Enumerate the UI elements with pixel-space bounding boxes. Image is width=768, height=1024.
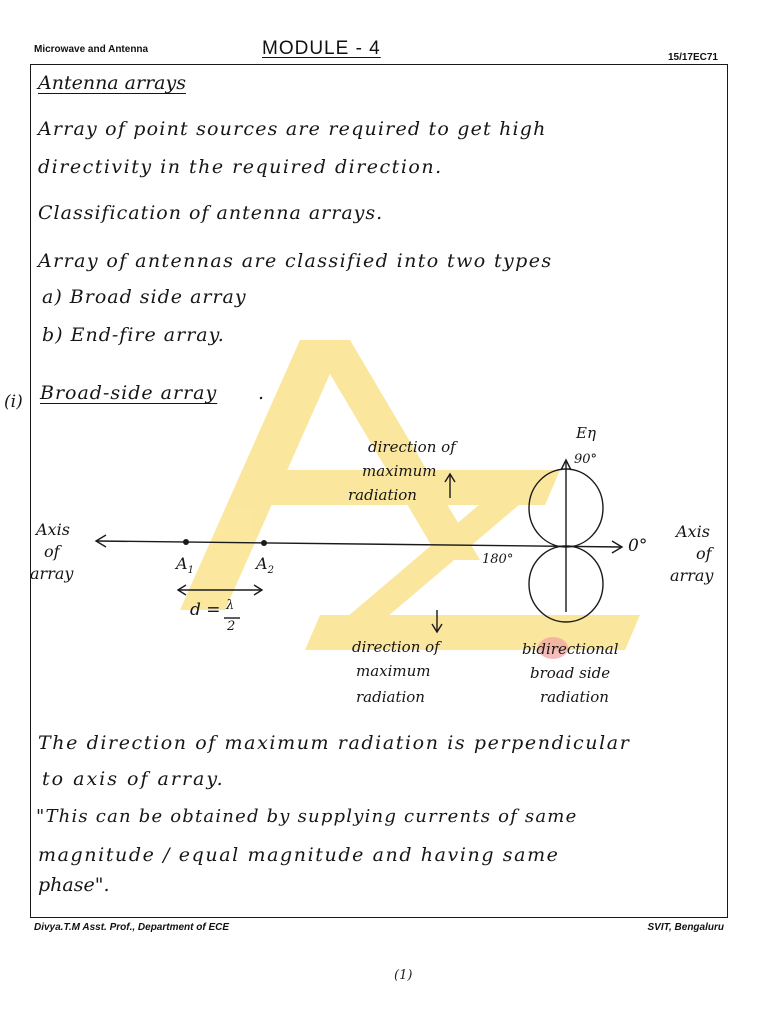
broadside-heading: Broad-side array [40, 382, 218, 404]
element-a1-label: $A_1$ [176, 554, 194, 577]
field-label: Eη [576, 424, 596, 442]
angle-0-label: 0° [628, 536, 648, 556]
element-a1-dot [183, 539, 189, 545]
classification-line: Classification of antenna arrays. [38, 202, 384, 224]
author-credit: Divya.T.M Asst. Prof., Department of ECE [34, 922, 230, 933]
angle-90-label: 90° [574, 452, 598, 467]
course-title: Microwave and Antenna [34, 44, 149, 55]
axis-left-label-3: array [30, 564, 74, 583]
element-a2-dot [261, 540, 267, 546]
intro-line-2: directivity in the required direction. [38, 156, 443, 178]
section-heading-antenna-arrays: Antenna arrays [38, 72, 186, 94]
quote-line-2: magnitude / equal magnitude and having same [38, 844, 560, 866]
pattern-label-3: radiation [540, 688, 609, 706]
module-heading: MODULE - 4 [262, 38, 381, 59]
pattern-label-1: bidirectional [522, 640, 619, 658]
conclusion-line-1: The direction of maximum radiation is perpendicular [38, 732, 631, 754]
type-a-broadside: a) Broad side array [42, 286, 247, 308]
axis-right-label-1: Axis [676, 522, 710, 541]
array-axis-line [96, 541, 622, 547]
dir-up-label-2: maximum [362, 462, 437, 480]
axis-right-label-2: of [696, 544, 712, 563]
spacing-denominator: 2 [227, 619, 236, 634]
dir-down-label-3: radiation [356, 688, 425, 706]
types-intro-line: Array of antennas are classified into two types [38, 250, 553, 272]
dir-up-label-3: radiation [348, 486, 417, 504]
dir-up-label-1: direction of [368, 438, 456, 456]
institution-name: SVIT, Bengaluru [647, 922, 724, 933]
spacing-numerator: λ [226, 598, 235, 613]
axis-left-label-2: of [44, 542, 60, 561]
quote-line-3: phase". [38, 874, 110, 896]
axis-left-label-1: Axis [36, 520, 70, 539]
dir-down-label-2: maximum [356, 662, 431, 680]
conclusion-line-2: to axis of array. [42, 768, 225, 790]
pattern-label-2: broad side [530, 664, 611, 682]
quote-line-1: "This can be obtained by supplying currents of same [36, 806, 578, 827]
course-code: 15/17EC71 [667, 52, 718, 63]
page-number: (1) [394, 968, 413, 983]
angle-180-label: 180° [482, 552, 514, 567]
element-a2-label: $A_2$ [256, 554, 274, 577]
broadside-heading-period: . [258, 382, 265, 404]
dir-down-label-1: direction of [352, 638, 440, 656]
axis-right-label-3: array [670, 566, 714, 585]
intro-line-1: Array of point sources are required to get high [38, 118, 547, 140]
spacing-label: d = [190, 600, 221, 620]
section-marker: (i) [4, 392, 23, 412]
type-b-endfire: b) End-fire array. [42, 324, 225, 346]
